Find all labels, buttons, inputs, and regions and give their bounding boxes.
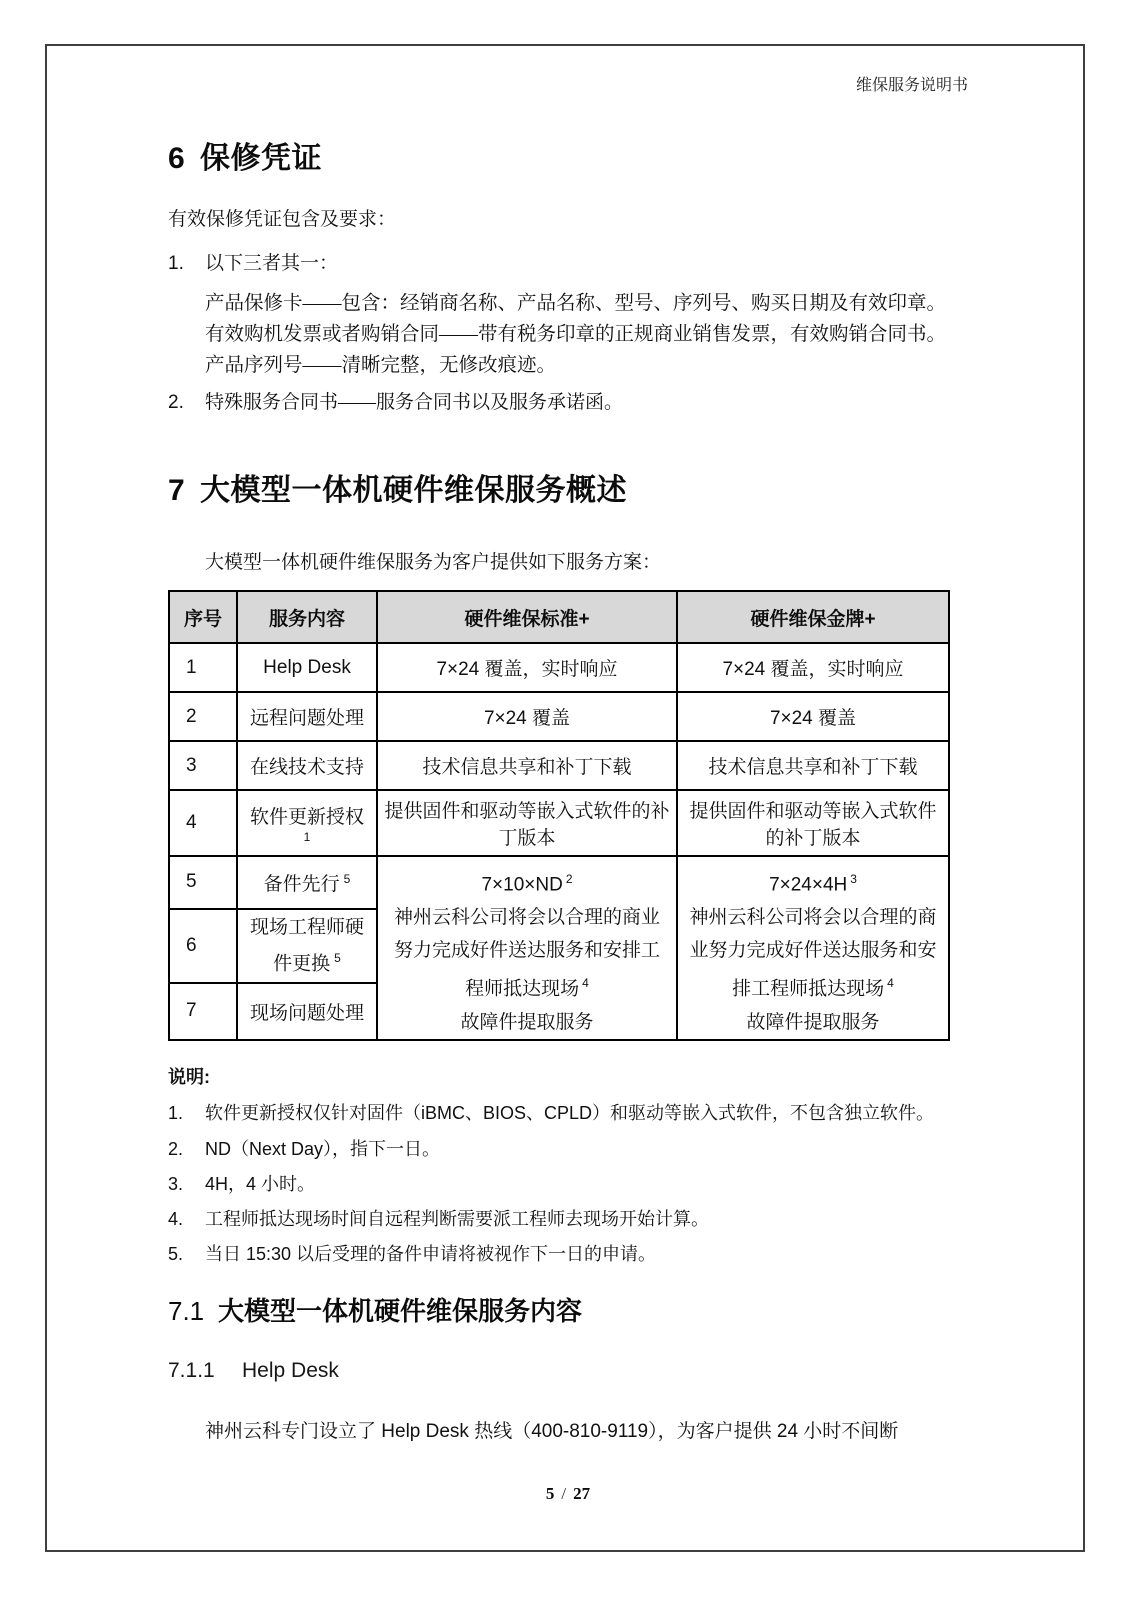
sub-line: 产品序列号——清晰完整，无修改痕迹。	[205, 355, 557, 376]
section7-1-heading	[168, 1294, 968, 1328]
note-text: 软件更新授权仅针对固件（iBMC、BIOS、CPLD）和驱动等嵌入式软件，不包含独立软件。	[205, 1102, 935, 1123]
cell-gold: 提供固件和驱动等嵌入式软件的补丁版本	[677, 790, 949, 856]
footnote-ref: 5	[343, 871, 351, 886]
merged-line: 故障件提取服务	[746, 1011, 880, 1033]
section7-1-number: 7.1	[168, 1295, 205, 1326]
cell-index: 1	[169, 643, 237, 692]
section6-intro: 有效保修凭证包含及要求：	[168, 209, 397, 230]
merged-line: 神州云科公司将会以合理的商业努力完成好件送达服务和安排工程师抵达现场 $^4$	[393, 907, 660, 1000]
cell-service	[237, 790, 377, 856]
note-item	[168, 1101, 968, 1125]
section7-title: 大模型一体机硬件维保服务概述	[200, 474, 627, 507]
table-row	[169, 856, 949, 909]
page-footer	[168, 1484, 968, 1504]
merged-line: 故障件提取服务	[460, 1011, 594, 1033]
table-row	[169, 741, 949, 790]
section7-1-title: 大模型一体机硬件维保服务内容	[218, 1295, 583, 1326]
cell-service: Help Desk	[237, 643, 377, 692]
table-header-row	[169, 591, 949, 643]
list-number: 1.	[168, 253, 184, 274]
list-sub-paragraphs	[205, 288, 968, 381]
col-header-service: 服务内容	[237, 591, 377, 643]
merged-line: 7×24×4H $^3$	[769, 872, 857, 896]
footnote-ref: 3	[850, 872, 857, 886]
note-number: 3.	[168, 1173, 184, 1194]
cell-gold: 技术信息共享和补丁下载	[677, 741, 949, 790]
running-header: 维保服务说明书	[855, 77, 968, 94]
section7-intro: 大模型一体机硬件维保服务为客户提供如下服务方案：	[205, 552, 662, 573]
note-text: 4H，4 小时。	[205, 1173, 316, 1194]
list-number: 2.	[168, 392, 184, 413]
table-row	[169, 790, 949, 856]
merged-line: 神州云科公司将会以合理的商业努力完成好件送达服务和安排工程师抵达现场 $^4$	[689, 907, 937, 1000]
cell-index: 7	[169, 983, 237, 1040]
col-header-standard: 硬件维保标准+	[377, 591, 677, 643]
cell-index: 4	[169, 790, 237, 856]
notes-label: 说明:	[168, 1066, 210, 1087]
section7-1-1-heading	[168, 1358, 968, 1384]
table-row	[169, 643, 949, 692]
sub-line: 有效购机发票或者购销合同——带有税务印章的正规商业销售发票，有效购销合同书。	[205, 324, 947, 345]
page-number-current: 5	[545, 1484, 555, 1503]
note-number: 5.	[168, 1243, 184, 1264]
note-text: 当日 15:30 以后受理的备件申请将被视作下一日的申请。	[205, 1243, 657, 1264]
note-text: 工程师抵达现场时间自远程判断需要派工程师去现场开始计算。	[205, 1208, 709, 1229]
cell-service: 现场问题处理	[237, 983, 377, 1040]
cell-service-text: 软件更新授权	[249, 806, 364, 828]
cell-gold: 7×24 覆盖	[677, 692, 949, 741]
cell-standard-merged	[377, 856, 677, 1040]
cell-standard: 提供固件和驱动等嵌入式软件的补丁版本	[377, 790, 677, 856]
cell-gold-merged	[677, 856, 949, 1040]
section7-number: 7	[168, 474, 186, 507]
col-header-gold: 硬件维保金牌+	[677, 591, 949, 643]
note-item	[168, 1207, 968, 1231]
note-item	[168, 1137, 968, 1161]
cell-service: 在线技术支持	[237, 741, 377, 790]
helpdesk-paragraph: 神州云科专门设立了 Help Desk 热线（400-810-9119），为客户提供 24 小时不间断	[205, 1420, 899, 1442]
section6-number: 6	[168, 142, 186, 175]
page-content	[168, 0, 968, 1446]
section7-heading	[168, 472, 968, 510]
cell-service	[237, 856, 377, 909]
list-item	[168, 389, 968, 417]
section6-title: 保修凭证	[200, 142, 322, 175]
service-plan-table	[168, 590, 950, 1041]
footnote-ref: 5	[334, 950, 341, 965]
cell-service-text: 备件先行	[263, 873, 340, 895]
section7-1-1-number: 7.1.1	[168, 1358, 215, 1382]
cell-gold: 7×24 覆盖，实时响应	[677, 643, 949, 692]
cell-index: 6	[169, 909, 237, 983]
cell-standard: 7×24 覆盖	[377, 692, 677, 741]
section6-heading	[168, 140, 968, 178]
cell-index: 5	[169, 856, 237, 909]
cell-index: 2	[169, 692, 237, 741]
note-text: ND（Next Day），指下一日。	[205, 1138, 441, 1159]
merged-line: 7×10×ND $^2$	[481, 872, 573, 896]
list-item	[168, 250, 968, 278]
cell-standard: 7×24 覆盖，实时响应	[377, 643, 677, 692]
note-item	[168, 1242, 968, 1266]
note-number: 1.	[168, 1102, 184, 1123]
col-header-index: 序号	[169, 591, 237, 643]
footnote-ref: 2	[565, 872, 573, 886]
footnote-ref: 4	[887, 976, 894, 991]
cell-service	[237, 909, 377, 983]
sub-line: 产品保修卡——包含：经销商名称、产品名称、型号、序列号、购买日期及有效印章。	[205, 293, 947, 314]
page-number-separator: /	[561, 1484, 567, 1503]
cell-standard: 技术信息共享和补丁下载	[377, 741, 677, 790]
note-item	[168, 1172, 968, 1196]
cell-service-text: 现场工程师硬件更换	[249, 916, 364, 974]
cell-service: 远程问题处理	[237, 692, 377, 741]
cell-index: 3	[169, 741, 237, 790]
note-number: 2.	[168, 1138, 184, 1159]
page-number-total: 27	[573, 1484, 591, 1503]
footnote-ref: 4	[582, 976, 589, 991]
list-text: 以下三者其一：	[205, 253, 339, 274]
list-text: 特殊服务合同书——服务合同书以及服务承诺函。	[205, 392, 624, 413]
footnote-ref: 1	[303, 829, 311, 844]
note-number: 4.	[168, 1208, 184, 1229]
table-row	[169, 692, 949, 741]
section7-1-1-title: Help Desk	[242, 1358, 339, 1382]
